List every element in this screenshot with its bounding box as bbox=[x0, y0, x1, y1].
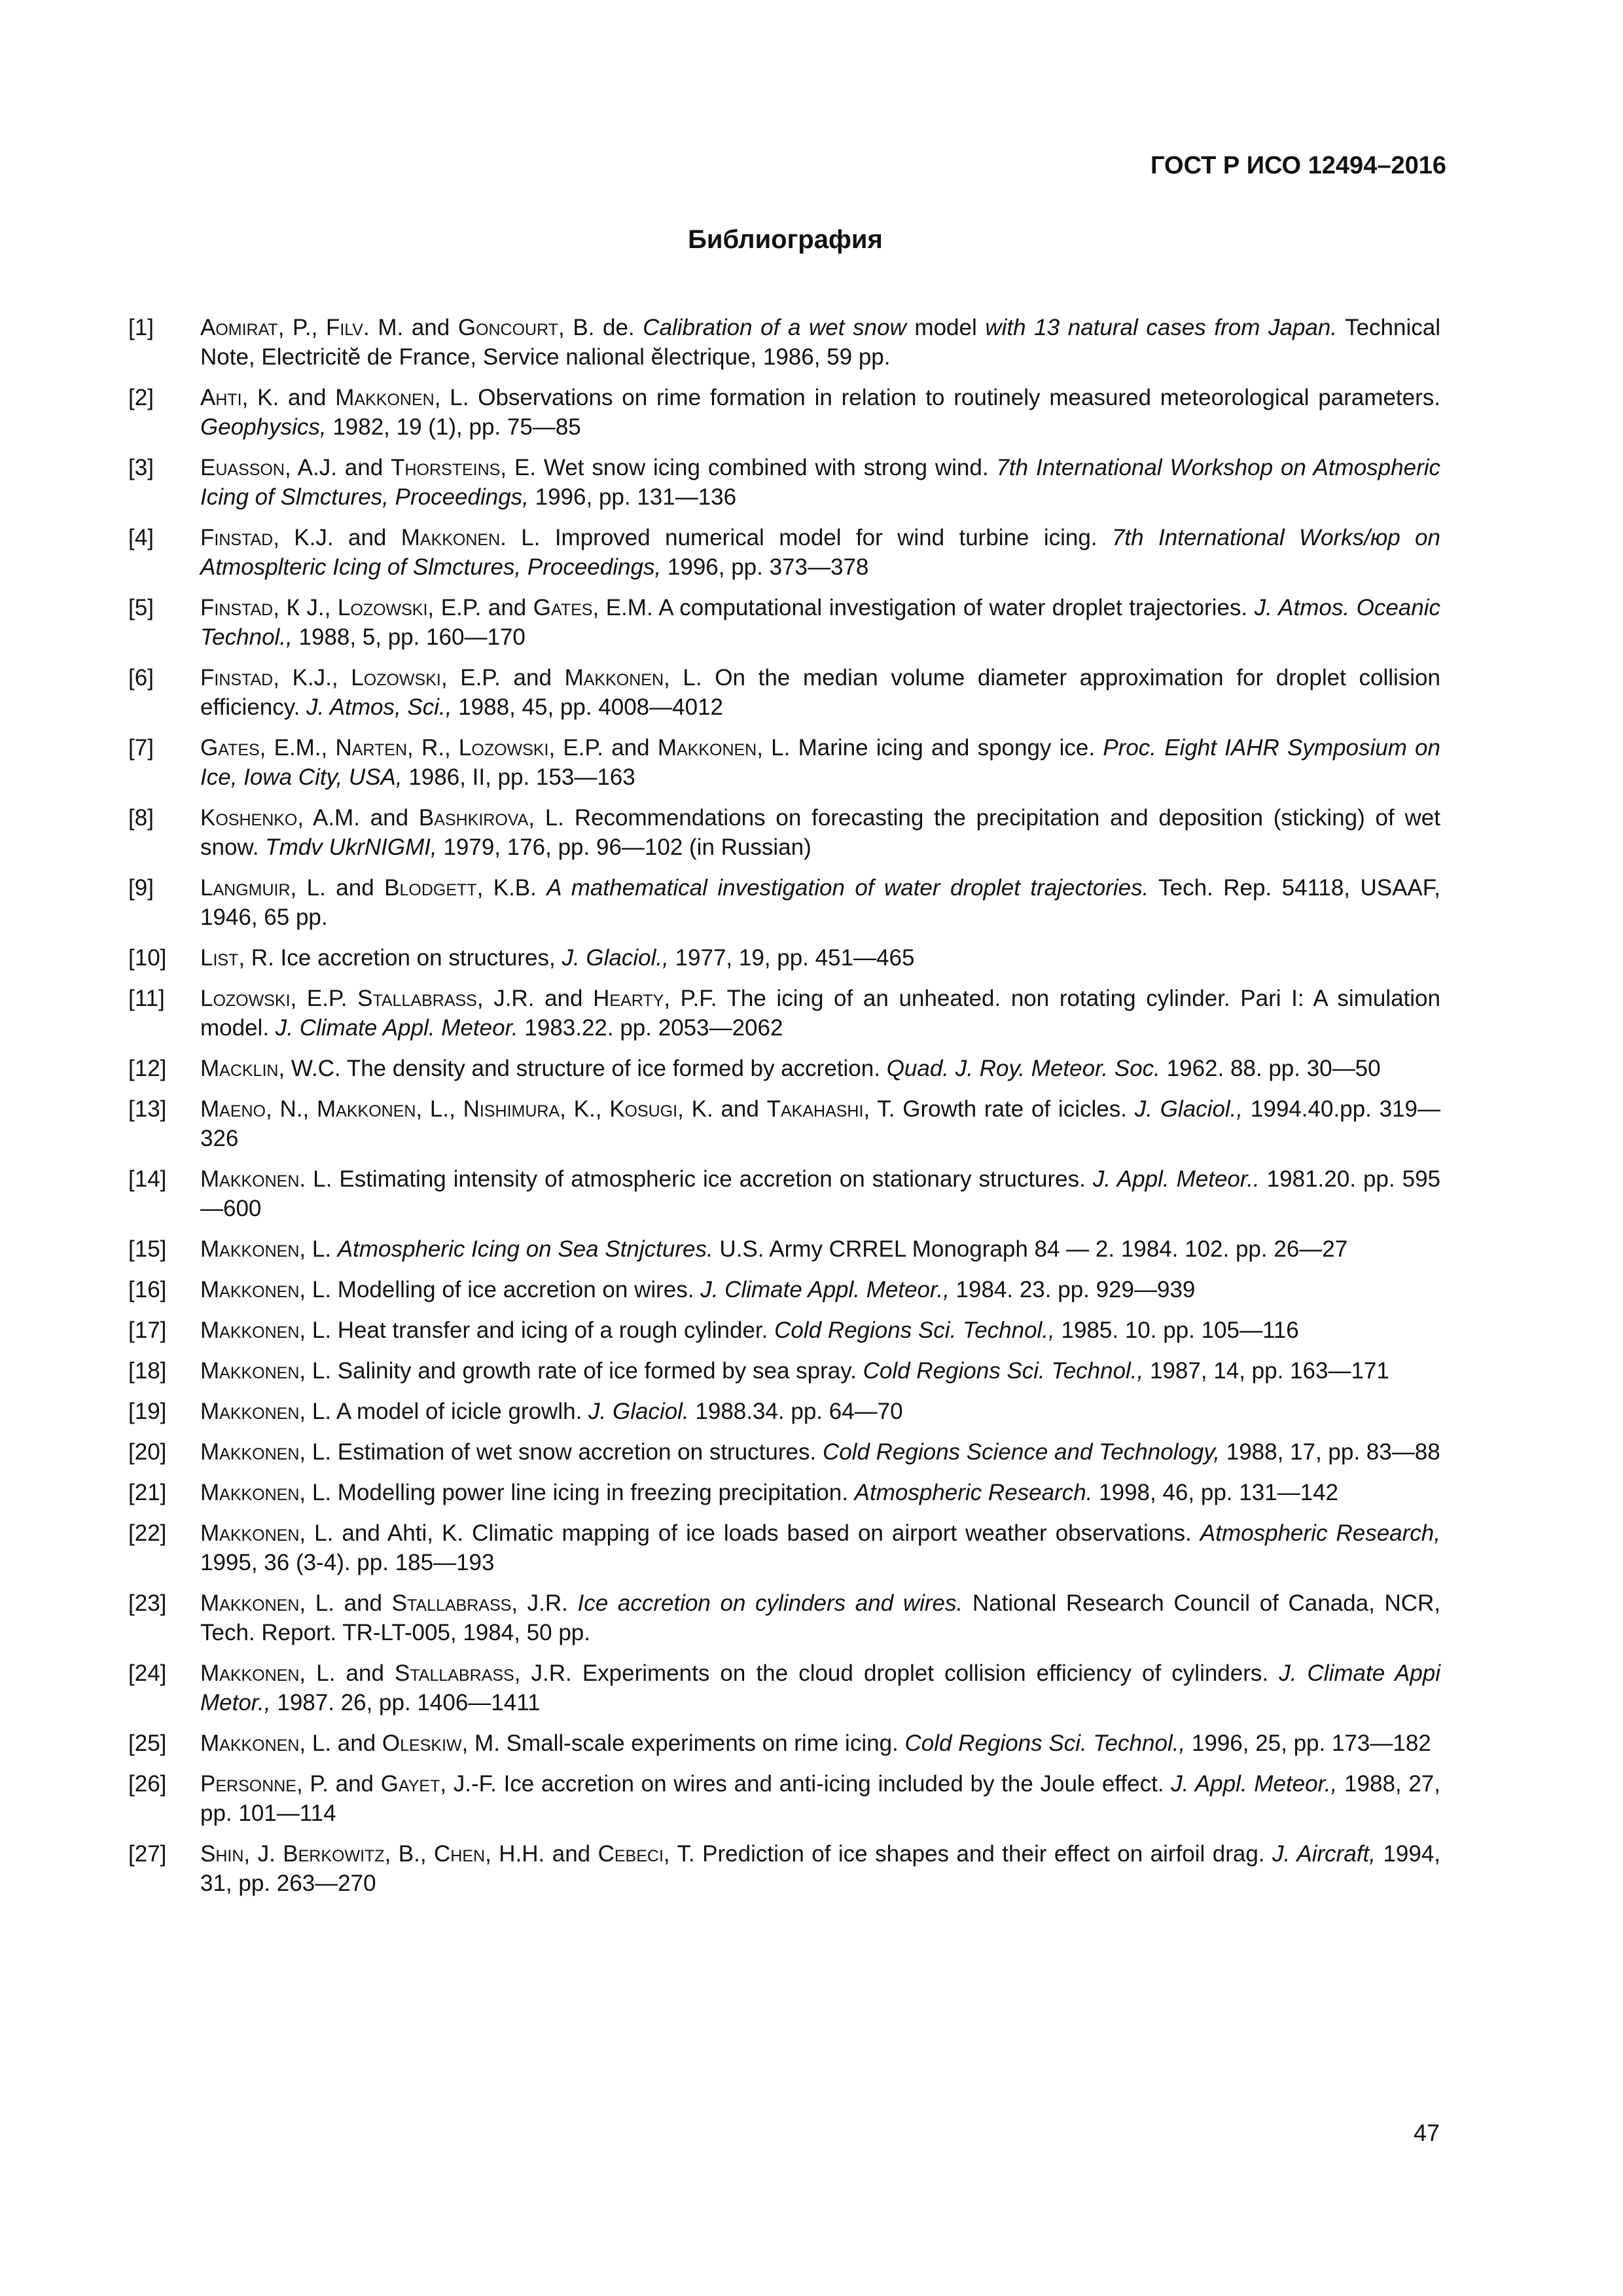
entry-number: [16] bbox=[128, 1277, 167, 1302]
entry-title-italic: 7th International Workshop on Atmospheric Icing of Slmctures, Proceedings, bbox=[200, 455, 1441, 510]
entry-text-segment: , L. On the median volume diameter approximation for droplet collision efficiency. bbox=[200, 665, 1440, 720]
author-surname: Makkonen bbox=[200, 1358, 300, 1384]
entry-text-segment: , A.M. and bbox=[297, 805, 419, 831]
entry-text bbox=[200, 663, 1440, 722]
entry-text bbox=[200, 1234, 1440, 1264]
author-surname: Makkonen bbox=[200, 1318, 300, 1343]
entry-text-segment: 1996, 25, pp. 173—182 bbox=[1185, 1731, 1431, 1756]
entry-text-segment: , K. and bbox=[677, 1096, 767, 1122]
entry-text bbox=[200, 1839, 1440, 1898]
author-surname: Makkonen bbox=[200, 1439, 300, 1465]
entry-text-segment: , A.J. and bbox=[284, 455, 391, 480]
entry-text-segment: , J. bbox=[243, 1841, 283, 1867]
entry-title-italic: Cold Regions Science and Technology, bbox=[822, 1439, 1221, 1465]
author-surname: Gates bbox=[533, 595, 593, 620]
author-surname: Hearty bbox=[593, 986, 664, 1011]
entry-text-segment: 1987. 26, pp. 1406—1411 bbox=[270, 1690, 541, 1715]
entry-text-segment: , R. Ice accretion on structures, bbox=[238, 945, 562, 971]
bibliography-entry bbox=[128, 1316, 1440, 1345]
entry-text-segment: 1994, 31, pp. 263—270 bbox=[200, 1841, 1441, 1896]
entry-text-segment: , J.R. and bbox=[476, 986, 594, 1011]
author-surname: Bashkirova bbox=[418, 805, 529, 831]
entry-title-italic: Tmdv UkrNIGMI, bbox=[265, 834, 437, 860]
entry-text-segment: 1998, 46, pp. 131—142 bbox=[1092, 1480, 1339, 1505]
entry-number: [8] bbox=[128, 805, 154, 831]
author-surname: Makkonen bbox=[401, 525, 501, 550]
entry-text-segment: Technical Note, Electricitĕ de France, Service nalional ĕlectrique, 1986, 59 pp. bbox=[200, 315, 1440, 370]
author-surname: Makkonen bbox=[200, 1590, 300, 1616]
entry-text-segment: , M. Small-scale experiments on rime icing. bbox=[461, 1731, 905, 1756]
author-surname: Cebeci bbox=[597, 1841, 664, 1867]
author-surname: Finstad bbox=[200, 665, 274, 691]
author-surname: Makkonen bbox=[200, 1731, 300, 1756]
entry-text bbox=[200, 1588, 1440, 1647]
entry-number: [1] bbox=[128, 315, 154, 340]
bibliography-entry bbox=[128, 1437, 1440, 1467]
entry-text-segment: . M. and bbox=[363, 315, 458, 340]
entry-title-italic: Atmospheric Research. bbox=[854, 1480, 1093, 1505]
entry-title-italic: 7th International Works/юр on Atmosplteric Icing of Slmctures, Proceedings, bbox=[200, 525, 1440, 580]
bibliography-entry bbox=[128, 1478, 1440, 1507]
entry-text bbox=[200, 1729, 1440, 1758]
author-surname: Lozowski bbox=[351, 665, 441, 691]
entry-text-segment: , L. Marine icing and spongy ice. bbox=[757, 735, 1103, 761]
entry-text-segment: 1982, 19 (1), pp. 75—85 bbox=[326, 414, 581, 440]
author-surname: Makkonen bbox=[335, 385, 435, 410]
author-surname: Stallabrass bbox=[391, 1590, 512, 1616]
page-number: 47 bbox=[1413, 2119, 1440, 2146]
entry-title-italic: J. Atmos. Oceanic Technol., bbox=[200, 595, 1440, 650]
entry-title-italic: J. Glaciol., bbox=[562, 945, 669, 971]
entry-text-segment: , K., bbox=[560, 1096, 610, 1122]
bibliography-entry bbox=[128, 313, 1440, 372]
entry-text-segment: , E.M., bbox=[259, 735, 336, 761]
author-surname: Gayet bbox=[380, 1771, 440, 1797]
entry-text-segment: Tech. Rep. 54118, USAAF, 1946, 65 pp. bbox=[200, 875, 1440, 930]
author-surname: Narten bbox=[335, 735, 408, 761]
entry-number: [18] bbox=[128, 1358, 167, 1384]
entry-text-segment: , K. and bbox=[241, 385, 336, 410]
entry-text bbox=[200, 1356, 1440, 1386]
entry-text-segment: , L. and Ahti, K. Climatic mapping of ice loads based on airport weather observations. bbox=[299, 1520, 1200, 1546]
entry-title-italic: J. Glaciol., bbox=[1134, 1096, 1243, 1122]
author-surname: Makkonen bbox=[200, 1480, 300, 1505]
entry-text bbox=[200, 984, 1440, 1043]
entry-text-segment: 1988, 17, pp. 83—88 bbox=[1220, 1439, 1440, 1465]
entry-text bbox=[200, 1397, 1440, 1426]
entry-text-segment: , P.F. The icing of an unheated. non rotating cylinder. Pari I: A simulation model. bbox=[200, 986, 1440, 1041]
author-surname: Thorsteins bbox=[391, 455, 501, 480]
entry-text bbox=[200, 873, 1440, 932]
author-surname: Personne bbox=[200, 1771, 296, 1797]
entry-text-segment: , L. Salinity and growth rate of ice formed by sea spray. bbox=[299, 1358, 863, 1384]
bibliography-entry bbox=[128, 1518, 1440, 1577]
bibliography-entry bbox=[128, 1164, 1440, 1223]
entry-number: [11] bbox=[128, 986, 165, 1011]
entry-text-segment: , L. bbox=[299, 1236, 338, 1262]
entry-text bbox=[200, 1659, 1440, 1717]
author-surname: Chen bbox=[434, 1841, 486, 1867]
entry-text-segment: 1996, pp. 373—378 bbox=[661, 554, 869, 580]
bibliography-entry bbox=[128, 523, 1440, 582]
entry-title-italic: Cold Regions Sci. Technol., bbox=[863, 1358, 1144, 1384]
entry-number: [27] bbox=[128, 1841, 167, 1867]
entry-text bbox=[200, 593, 1440, 652]
author-surname: Finstad bbox=[200, 525, 274, 550]
entry-text bbox=[200, 1437, 1440, 1467]
entry-number: [25] bbox=[128, 1731, 167, 1756]
entry-text-segment: . L. Estimating intensity of atmospheric ice accretion on stationary structures. bbox=[299, 1166, 1093, 1192]
author-surname: Makkonen bbox=[200, 1166, 300, 1192]
author-surname: Aomirat bbox=[200, 315, 278, 340]
entry-text-segment: , L. and bbox=[299, 1660, 395, 1686]
entry-text-segment: , L. Estimation of wet snow accretion on structures. bbox=[299, 1439, 823, 1465]
entry-text-segment: 1985. 10. pp. 105—116 bbox=[1054, 1318, 1299, 1343]
entry-text bbox=[200, 1164, 1440, 1223]
entry-text-segment: , E.P. and bbox=[427, 595, 533, 620]
entry-text bbox=[200, 1478, 1440, 1507]
entry-text-segment: , J.R. bbox=[511, 1590, 578, 1616]
bibliography-entry bbox=[128, 1397, 1440, 1426]
bibliography-entry bbox=[128, 733, 1440, 792]
entry-number: [21] bbox=[128, 1480, 167, 1505]
author-surname: Euasson bbox=[200, 455, 285, 480]
entry-text-segment: , L. Observations on rime formation in relation to routinely measured meteorological parameters. bbox=[434, 385, 1440, 410]
entry-text-segment: , E. Wet snow icing combined with strong wind. bbox=[500, 455, 997, 480]
entry-text-segment: , K.B. bbox=[476, 875, 547, 901]
entry-text-segment: , K.J., bbox=[273, 665, 351, 691]
entry-text-segment: , T. Growth rate of icicles. bbox=[863, 1096, 1135, 1122]
author-surname: Stallabrass bbox=[357, 986, 477, 1011]
author-surname: Finstad bbox=[200, 595, 274, 620]
entry-text-segment: 1962. 88. pp. 30—50 bbox=[1160, 1056, 1381, 1081]
entry-title-italic: J. Appl. Meteor.. bbox=[1092, 1166, 1260, 1192]
entry-number: [24] bbox=[128, 1660, 167, 1686]
entry-text-segment: 1981.20. pp. 595—600 bbox=[200, 1166, 1441, 1221]
entry-title-italic: J. Climate Appl. Meteor., bbox=[700, 1277, 950, 1302]
entry-text-segment: 1984. 23. pp. 929—939 bbox=[949, 1277, 1196, 1302]
entry-text bbox=[200, 313, 1440, 372]
entry-text-segment: 1994.40.pp. 319—326 bbox=[200, 1096, 1440, 1151]
author-surname: Gates bbox=[200, 735, 260, 761]
entry-title-italic: Cold Regions Sci. Technol., bbox=[774, 1318, 1055, 1343]
author-surname: Takahashi bbox=[766, 1096, 864, 1122]
author-surname: Goncourt bbox=[457, 315, 558, 340]
entry-text-segment: 1987, 14, pp. 163—171 bbox=[1143, 1358, 1389, 1384]
entry-text-segment: , N., bbox=[266, 1096, 317, 1122]
author-surname: Stallabrass bbox=[395, 1660, 514, 1686]
author-surname: Makkonen bbox=[200, 1399, 300, 1424]
entry-text-segment: , L. and bbox=[299, 1590, 392, 1616]
bibliography-entry bbox=[128, 1588, 1440, 1647]
entry-text bbox=[200, 733, 1440, 792]
entry-text-segment: , P. and bbox=[296, 1771, 381, 1797]
bibliography-entry bbox=[128, 1729, 1440, 1758]
entry-text-segment: , L. Modelling power line icing in freezing precipitation. bbox=[299, 1480, 855, 1505]
entry-number: [15] bbox=[128, 1236, 167, 1262]
entry-text-segment: 1988.34. pp. 64—70 bbox=[688, 1399, 903, 1424]
entry-text-segment: , R., bbox=[407, 735, 459, 761]
entry-text-segment: 1977, 19, pp. 451—465 bbox=[668, 945, 915, 971]
entry-text-segment: , L., bbox=[416, 1096, 463, 1122]
entry-text-segment: , К J., bbox=[273, 595, 338, 620]
entry-title-italic: Atmospheric Icing on Sea Stnjctures. bbox=[337, 1236, 713, 1262]
entry-number: [7] bbox=[128, 735, 154, 761]
author-surname: Lozowski bbox=[458, 735, 549, 761]
author-surname: Makkonen bbox=[200, 1520, 300, 1546]
entry-number: [22] bbox=[128, 1520, 167, 1546]
entry-text-segment: , B. de. bbox=[558, 315, 643, 340]
bibliography-entry bbox=[128, 803, 1440, 862]
entry-title-italic: Proc. Eight IAHR Symposium on Ice, Iowa City, USA, bbox=[200, 735, 1440, 790]
author-surname: Filv bbox=[325, 315, 363, 340]
entry-number: [9] bbox=[128, 875, 154, 901]
author-surname: Makkonen bbox=[200, 1277, 300, 1302]
entry-number: [4] bbox=[128, 525, 154, 550]
entry-text-segment: 1983.22. pp. 2053—2062 bbox=[518, 1015, 783, 1041]
author-surname: Makkonen bbox=[200, 1236, 300, 1262]
author-surname: Makkonen bbox=[200, 1660, 300, 1686]
author-surname: Macklin bbox=[200, 1056, 279, 1081]
entry-text bbox=[200, 1769, 1440, 1828]
entry-text-segment: U.S. Army CRREL Monograph 84 — 2. 1984. 102. pp. 26—27 bbox=[713, 1236, 1348, 1262]
author-surname: Kosugi bbox=[609, 1096, 678, 1122]
entry-title-italic: J. Appl. Meteor., bbox=[1171, 1771, 1338, 1797]
author-surname: Koshenko bbox=[200, 805, 298, 831]
entry-number: [12] bbox=[128, 1056, 167, 1081]
entry-number: [17] bbox=[128, 1318, 167, 1343]
entry-number: [10] bbox=[128, 945, 167, 971]
bibliography-entry bbox=[128, 943, 1440, 973]
entry-text bbox=[200, 1316, 1440, 1345]
entry-text-segment: , J.-F. Ice accretion on wires and anti-icing included by the Joule effect. bbox=[440, 1771, 1171, 1797]
entry-text-segment: . L. Improved numerical model for wind turbine icing. bbox=[500, 525, 1112, 550]
entry-number: [19] bbox=[128, 1399, 167, 1424]
bibliography-entry bbox=[128, 984, 1440, 1043]
bibliography-entry bbox=[128, 383, 1440, 442]
entry-text-segment: , L. and bbox=[299, 1731, 382, 1756]
entry-text-segment: 1979, 176, pp. 96—102 (in Russian) bbox=[437, 834, 812, 860]
author-surname: Lozowski bbox=[200, 986, 291, 1011]
entry-text-segment: 1996, pp. 131—136 bbox=[528, 484, 737, 510]
entry-title-italic: J. Aircraft, bbox=[1272, 1841, 1376, 1867]
author-surname: List bbox=[200, 945, 239, 971]
entry-text bbox=[200, 383, 1440, 442]
entry-text bbox=[200, 1518, 1440, 1577]
author-surname: Langmuir bbox=[200, 875, 291, 901]
entry-title-italic: A mathematical investigation of water droplet trajectories. bbox=[546, 875, 1149, 901]
bibliography-entry bbox=[128, 1839, 1440, 1898]
author-surname: Berkowitz bbox=[283, 1841, 385, 1867]
entry-text-segment: , W.C. The density and structure of ice formed by accretion. bbox=[278, 1056, 887, 1081]
author-surname: Shin bbox=[200, 1841, 244, 1867]
entry-number: [3] bbox=[128, 455, 154, 480]
bibliography-entry bbox=[128, 1769, 1440, 1828]
bibliography-entry bbox=[128, 1094, 1440, 1153]
entry-text bbox=[200, 803, 1440, 862]
entry-text-segment: 1988, 5, pp. 160—170 bbox=[292, 624, 526, 650]
entry-number: [26] bbox=[128, 1771, 167, 1797]
bibliography-entry bbox=[128, 453, 1440, 512]
entry-text-segment: 1986, II, pp. 153—163 bbox=[402, 764, 635, 790]
entry-text-segment: , L. A model of icicle growlh. bbox=[299, 1399, 589, 1424]
entry-text-segment: , B., bbox=[384, 1841, 435, 1867]
entry-text-segment: 1988, 45, pp. 4008—4012 bbox=[452, 694, 723, 720]
page-title: Библиография bbox=[688, 225, 883, 254]
author-surname: Makkonen bbox=[657, 735, 757, 761]
entry-text bbox=[200, 1054, 1440, 1083]
author-surname: Oleskiw bbox=[382, 1731, 462, 1756]
document-number: ГОСТ Р ИСО 12494–2016 bbox=[1150, 152, 1446, 179]
author-surname: Nishimura bbox=[463, 1096, 560, 1122]
entry-text-segment: , L. Heat transfer and icing of a rough cylinder. bbox=[299, 1318, 775, 1343]
entry-text-segment: , J.R. Experiments on the cloud droplet collision efficiency of cylinders. bbox=[514, 1660, 1279, 1686]
entry-title-italic: J. Climate Appl. Meteor. bbox=[275, 1015, 518, 1041]
entry-number: [13] bbox=[128, 1096, 167, 1122]
author-surname: Maeno bbox=[200, 1096, 266, 1122]
entry-text-segment: , P., bbox=[277, 315, 326, 340]
entry-title-italic: J. Glaciol. bbox=[588, 1399, 689, 1424]
entry-title-italic: Calibration of a wet snow bbox=[643, 315, 906, 340]
entry-title-italic: Geophysics, bbox=[200, 414, 327, 440]
entry-title-italic: J. Atmos, Sci., bbox=[306, 694, 452, 720]
author-surname: Makkonen bbox=[564, 665, 664, 691]
bibliography-entry bbox=[128, 1275, 1440, 1304]
entry-title-italic: Cold Regions Sci. Technol., bbox=[904, 1731, 1186, 1756]
entry-text-segment: model bbox=[906, 315, 986, 340]
bibliography-entry bbox=[128, 593, 1440, 652]
entry-number: [23] bbox=[128, 1590, 167, 1616]
bibliography-list bbox=[128, 313, 1440, 1909]
entry-number: [2] bbox=[128, 385, 154, 410]
entry-text bbox=[200, 523, 1440, 582]
entry-title-italic: Ice accretion on cylinders and wires. bbox=[577, 1590, 963, 1616]
bibliography-entry bbox=[128, 873, 1440, 932]
entry-text bbox=[200, 1275, 1440, 1304]
author-surname: Ahti bbox=[200, 385, 242, 410]
entry-title-italic: J. Climate Appi Metor., bbox=[200, 1660, 1441, 1715]
entry-text-segment: 1988, 27, pp. 101—114 bbox=[200, 1771, 1440, 1826]
entry-number: [5] bbox=[128, 595, 154, 620]
entry-title-italic: with 13 natural cases from Japan. bbox=[985, 315, 1338, 340]
entry-number: [20] bbox=[128, 1439, 167, 1465]
entry-title-italic: Atmospheric Research, bbox=[1200, 1520, 1440, 1546]
bibliography-entry bbox=[128, 663, 1440, 722]
bibliography-entry bbox=[128, 1234, 1440, 1264]
entry-text-segment: National Research Council of Canada, NCR, Tech. Report. TR-LT-005, 1984, 50 pp. bbox=[200, 1590, 1441, 1645]
entry-text-segment: 1995, 36 (3-4). pp. 185—193 bbox=[200, 1550, 495, 1575]
entry-text bbox=[200, 943, 1440, 973]
entry-text-segment: , E.P. bbox=[290, 986, 358, 1011]
author-surname: Makkonen bbox=[317, 1096, 416, 1122]
bibliography-entry bbox=[128, 1054, 1440, 1083]
entry-text-segment: , L. and bbox=[290, 875, 385, 901]
author-surname: Blodgett bbox=[384, 875, 477, 901]
entry-text-segment: , E.M. A computational investigation of water droplet trajectories. bbox=[592, 595, 1255, 620]
entry-text-segment: , E.P. and bbox=[440, 665, 565, 691]
entry-number: [6] bbox=[128, 665, 154, 691]
entry-title-italic: Quad. J. Roy. Meteor. Soc. bbox=[886, 1056, 1160, 1081]
author-surname: Lozowski bbox=[337, 595, 428, 620]
entry-text bbox=[200, 453, 1440, 512]
entry-text-segment: , T. Prediction of ice shapes and their effect on airfoil drag. bbox=[663, 1841, 1272, 1867]
entry-text-segment: , K.J. and bbox=[273, 525, 401, 550]
entry-number: [14] bbox=[128, 1166, 167, 1192]
entry-text-segment: , E.P. and bbox=[548, 735, 658, 761]
entry-text bbox=[200, 1094, 1440, 1153]
entry-text-segment: , L. Recommendations on forecasting the precipitation and deposition (sticking) of wet snow. bbox=[200, 805, 1440, 860]
entry-text-segment: , H.H. and bbox=[485, 1841, 598, 1867]
entry-text-segment: , L. Modelling of ice accretion on wires. bbox=[299, 1277, 701, 1302]
bibliography-entry bbox=[128, 1356, 1440, 1386]
bibliography-entry bbox=[128, 1659, 1440, 1717]
